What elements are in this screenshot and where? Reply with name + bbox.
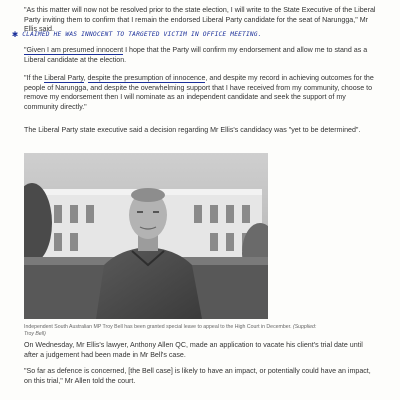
underlined-liberal-party: Liberal Party <box>44 74 84 82</box>
paragraph-state-executive: The Liberal Party state executive said a decision regarding Mr Ellis's candidacy was "yet to be determined". <box>24 126 361 134</box>
paragraph-vacate-trial: On Wednesday, Mr Ellis's lawyer, Anthony Allen QC, made an application to vacate his client's trial date until after a judgement had been made in Mr Bell's case. <box>24 341 363 359</box>
paragraph-independent-candidate <box>24 74 376 112</box>
underlined-presumption: despite the presumption of innocence <box>87 74 206 82</box>
caption-text: Independent South Australian MP Troy Bell has been granted special leave to appeal to the High Court in December. <box>24 324 293 330</box>
p3-text-a: "If the <box>24 74 45 82</box>
photo-caption <box>24 324 324 338</box>
p3-text-b: , <box>83 74 88 82</box>
handwritten-note-text: CLAIMED HE WAS INNOCENT TO TARGETED VICTIM IN OFFICE MEETING. <box>22 31 262 38</box>
caption-credit: (Supplied: Troy Bell) <box>24 324 317 338</box>
article-photo <box>24 153 268 319</box>
underlined-quote: "Given I am presumed innocent <box>24 46 124 54</box>
p3-text-c: , and despite my record in achieving outcomes for the people of Narungga, and despite the overwhelming support that I have received from my community, choose to remove my endorsement then I will nominate as an independent candidate and seek the support of my community directly." <box>24 74 374 111</box>
paragraph-presumed-innocent <box>24 46 376 65</box>
asterisk-mark-icon: ✱ <box>12 29 19 40</box>
paragraph-defence-impact: "So far as defence is concerned, [the Bell case] is likely to have an impact, or potentially could have an impact, on this trial," Mr Allen told the court. <box>24 367 371 385</box>
paragraph-presumed-innocent-rest: I hope that the Party will confirm my endorsement and allow me to stand as a Liberal candidate at the election. <box>24 46 368 64</box>
photo-illustration <box>24 153 268 319</box>
paragraph-election-letter: "As this matter will now not be resolved prior to the state election, I will write to the State Executive of the Liberal Party inviting them to confirm that I remain the endorsed Liberal Party candidate for the seat of Narungga," Mr Ellis said. <box>24 6 376 34</box>
handwritten-annotation <box>12 31 382 39</box>
